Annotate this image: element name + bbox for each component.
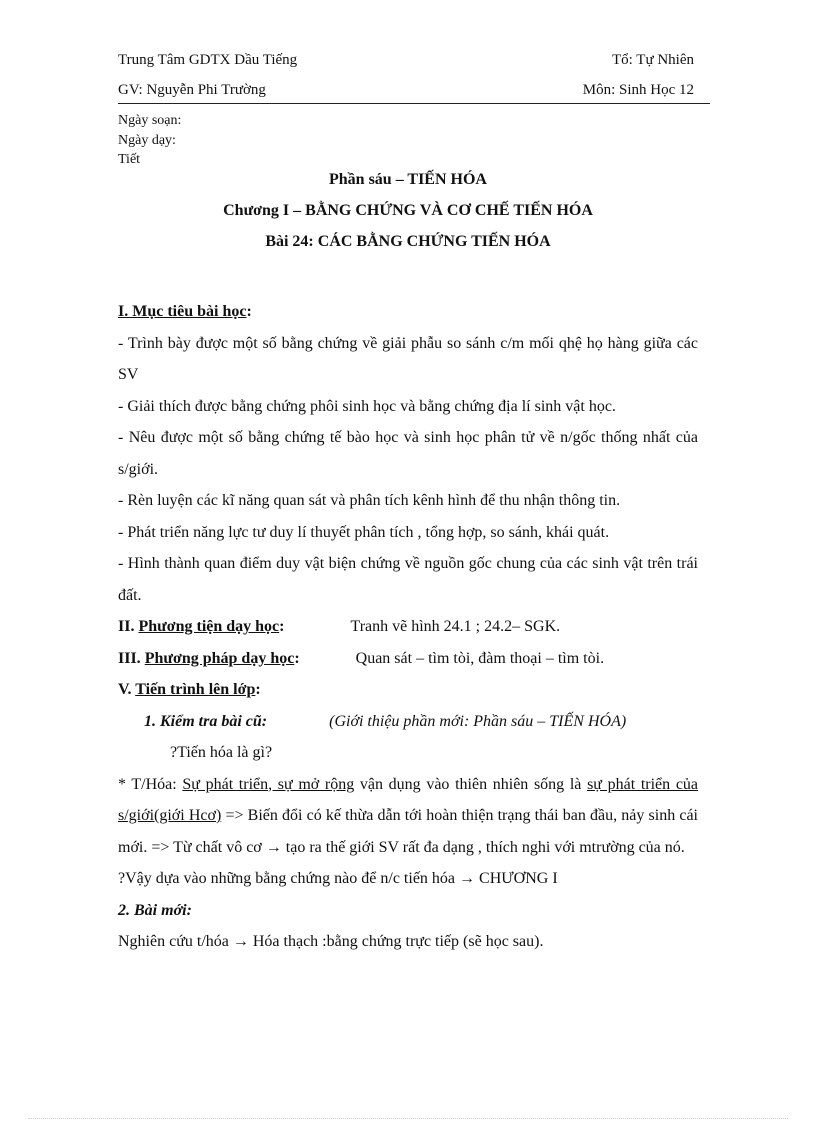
methods-label: Phương pháp dạy học (144, 649, 295, 667)
step-1-label: 1. Kiểm tra bài cũ: (144, 712, 268, 730)
process-label: Tiến trình lên lớp (135, 681, 256, 698)
step-2-text: Nghiên cứu t/hóa → Hóa thạch :bằng chứng trực tiếp (sẽ học sau). (118, 933, 544, 950)
header-row-2 (118, 82, 694, 99)
objective-item: - Trình bày được một số bằng chứng về giải phẫu so sánh c/m mối qhệ họ hàng giữa các SV (118, 334, 698, 383)
objective-item: - Rèn luyện các kĩ năng quan sát và phân tích kênh hình để thu nhận thông tin. (118, 492, 621, 509)
means-value: Tranh vẽ hình 24.1 ; 24.2– SGK. (350, 618, 561, 635)
part-title: Phần sáu – TIẾN HÓA (329, 171, 487, 188)
department-name: Tổ: Tự Nhiên (611, 52, 694, 68)
definition-underline-1: Sự phát triển, sự mở rộng (182, 775, 355, 793)
definition-rest: => Biến đổi có kế thừa dẫn tới hoàn thiện trạng thái ban đầu, nảy sinh cái mới. => Từ chất vô cơ → tạo ra thế giới SV rất đa dạng , thích nghi với mtrường của nó. (118, 807, 698, 856)
teaching-means (118, 611, 698, 643)
lesson-title: Bài 24: CÁC BẰNG CHỨNG TIẾN HÓA (265, 233, 551, 250)
methods-prefix: III. (118, 649, 145, 667)
objectives-heading-colon: : (246, 303, 252, 320)
question-1: ?Tiến hóa là gì? (170, 744, 273, 761)
methods-colon: : (294, 649, 300, 667)
process-heading (118, 674, 698, 706)
school-name: Trung Tâm GDTX Dầu Tiếng (118, 52, 298, 68)
objective-item: - Giải thích được bằng chứng phôi sinh học và bằng chứng địa lí sinh vật học. (118, 397, 616, 415)
step-1 (118, 706, 698, 738)
header-divider (118, 103, 710, 104)
lesson-body (118, 296, 698, 958)
definition-middle: vận dụng vào thiên nhiên sống là (354, 775, 588, 793)
objectives-heading-text: I. Mục tiêu bài học (118, 303, 247, 320)
objective-item: - Phát triển năng lực tư duy lí thuyết phân tích , tổng hợp, so sánh, khái quát. (118, 523, 610, 541)
means-colon: : (279, 618, 285, 635)
period-label: Tiết (118, 152, 141, 167)
question-2: ?Vậy dựa vào những bằng chứng nào để n/c tiến hóa → CHƯƠNG I (118, 870, 558, 887)
teach-date: Ngày dạy: (118, 133, 176, 148)
means-prefix: II. (118, 618, 139, 635)
definition-underline-2: sự phát triển của s/giới(giới Hcơ) (118, 775, 699, 824)
process-prefix: V. (118, 681, 136, 698)
page-bottom-border (28, 1118, 788, 1119)
prepare-date: Ngày soạn: (118, 113, 182, 128)
teaching-methods (118, 643, 698, 675)
objective-item: - Nêu được một số bằng chứng tế bào học và sinh học phân tử về n/gốc thống nhất của s/giới. (118, 429, 698, 478)
process-colon: : (255, 681, 261, 698)
teacher-name: GV: Nguyễn Phi Trường (118, 82, 266, 98)
step-2 (118, 895, 698, 927)
evolution-definition (118, 769, 698, 864)
methods-value: Quan sát – tìm tòi, đàm thoại – tìm tòi. (355, 649, 605, 667)
step-1-note: (Giới thiệu phần mới: Phần sáu – TIẾN HÓA) (329, 712, 627, 730)
step-2-label: 2. Bài mới: (118, 901, 192, 919)
means-label: Phương tiện dạy học (138, 618, 280, 635)
objective-item: - Hình thành quan điểm duy vật biện chứng về nguồn gốc chung của các sinh vật trên trái đất. (118, 555, 698, 604)
chapter-title: Chương I – BẰNG CHỨNG VÀ CƠ CHẾ TIẾN HÓA (223, 202, 593, 219)
objectives-heading (118, 296, 698, 328)
subject-name: Môn: Sinh Học 12 (582, 82, 694, 98)
header-row-1 (118, 52, 694, 69)
definition-prefix: * T/Hóa: (118, 775, 183, 793)
